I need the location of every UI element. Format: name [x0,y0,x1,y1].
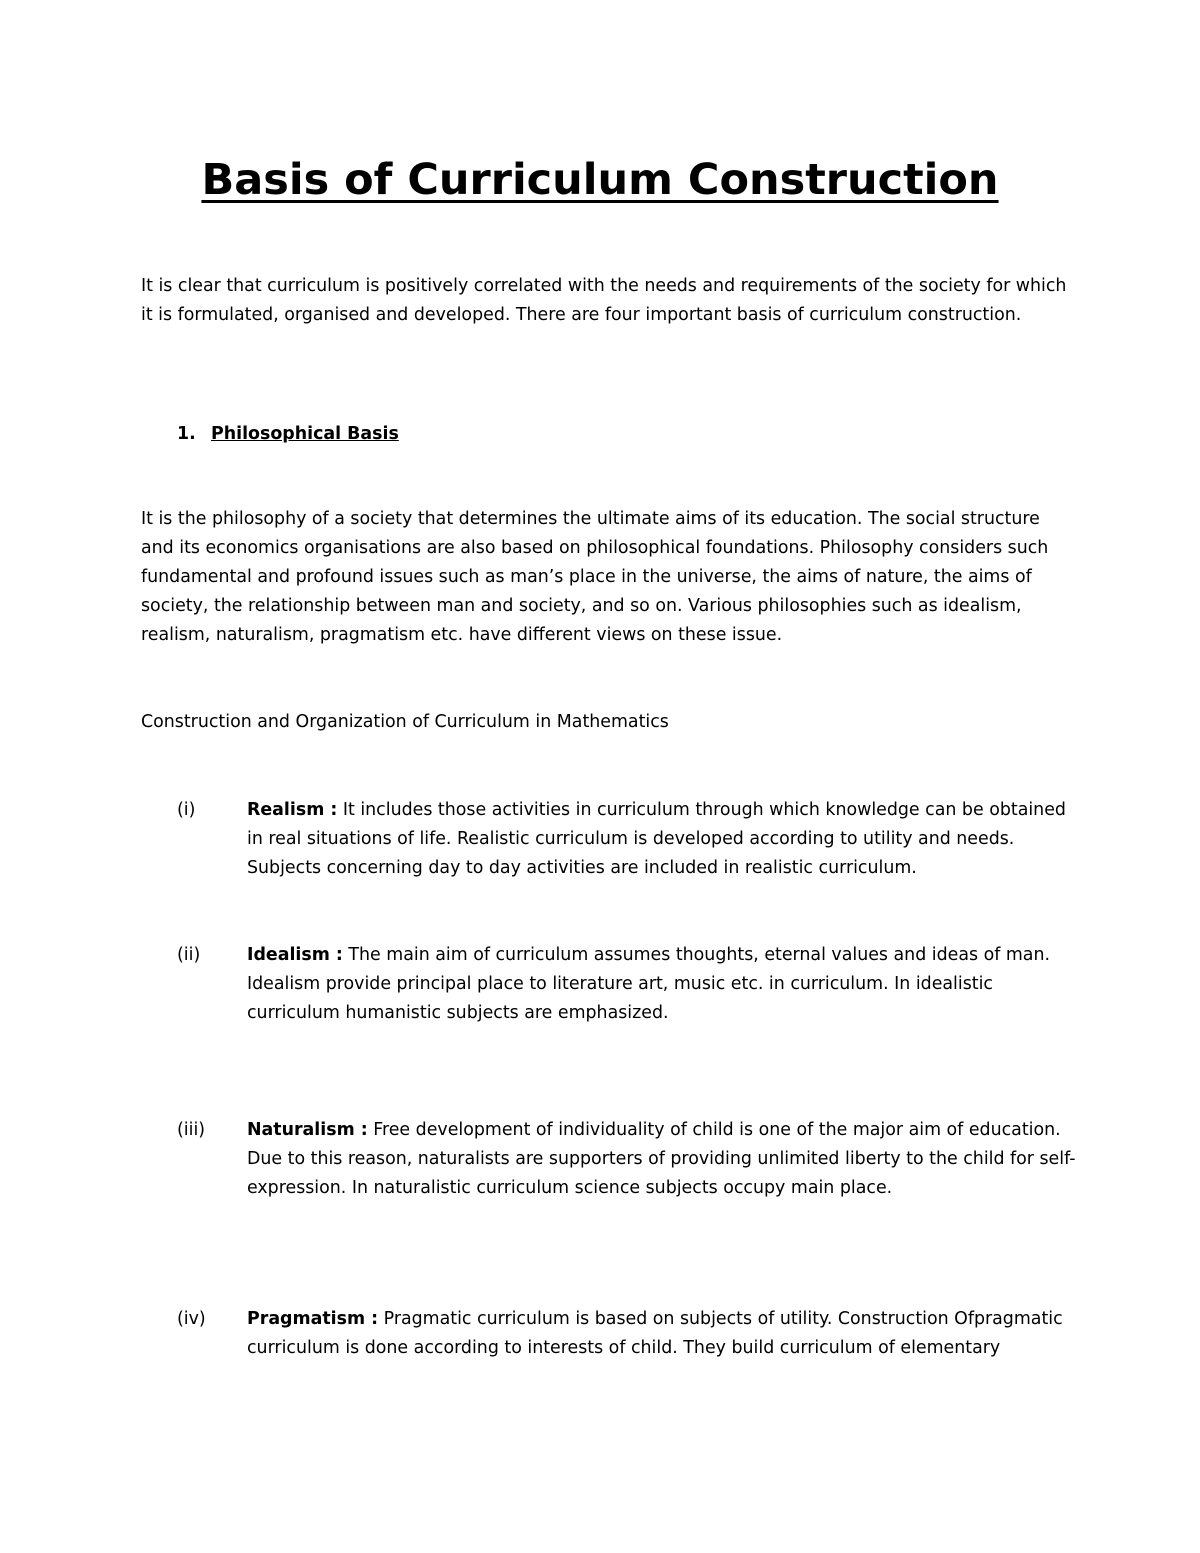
item-numeral: (iii) [177,1120,206,1140]
item-term: Idealism : [247,945,343,965]
item-body [247,1305,1077,1363]
section-heading-philosophical [177,420,399,449]
item-numeral: (ii) [177,945,201,965]
item-text: The main aim of curriculum assumes thoughts, eternal values and ideas of man. Idealism provide principal place to literature art, music etc. in curriculum. In idealistic curriculum humanistic subjects are emphasized. [247,945,1051,1023]
item-term: Naturalism : [247,1120,368,1140]
intro-paragraph: It is clear that curriculum is positively correlated with the needs and requirements of the society for which it is formulated, organised and developed. There are four important basis of curriculum construction. [141,276,1067,325]
item-text: It includes those activities in curriculum through which knowledge can be obtained in real situations of life. Realistic curriculum is developed according to utility and needs. Subjects concerning day to day activities are included in realistic curriculum. [247,800,1066,878]
section-heading-text: Philosophical Basis [211,424,399,444]
section-number: 1. [177,424,196,444]
subheading-mathematics: Construction and Organization of Curriculum in Mathematics [141,712,669,732]
title-text: Basis of Curriculum Construction [201,155,999,205]
item-numeral: (i) [177,800,196,820]
item-text: Pragmatic curriculum is based on subjects of utility. Construction Ofpragmatic curriculum is done according to interests of child. They build curriculum of elementary [247,1309,1063,1358]
item-numeral: (iv) [177,1309,206,1329]
item-body [247,1116,1077,1203]
item-term: Realism : [247,800,338,820]
page-title [0,150,1200,210]
item-term: Pragmatism : [247,1309,379,1329]
item-body [247,941,1077,1028]
item-body [247,796,1077,883]
philosophical-paragraph: It is the philosophy of a society that determines the ultimate aims of its education. The social structure and its economics organisations are also based on philosophical foundations. Philosophy considers such fundamental and profound issues such as man’s place in the universe, the aims of nature, the aims of society, the relationship between man and society, and so on. Various philosophies such as idealism, realism, naturalism, pragmatism etc. have different views on these issue. [141,509,1049,645]
item-text: Free development of individuality of child is one of the major aim of education. Due to this reason, naturalists are supporters of providing unlimited liberty to the child for self-expression. In naturalistic curriculum science subjects occupy main place. [247,1120,1076,1198]
